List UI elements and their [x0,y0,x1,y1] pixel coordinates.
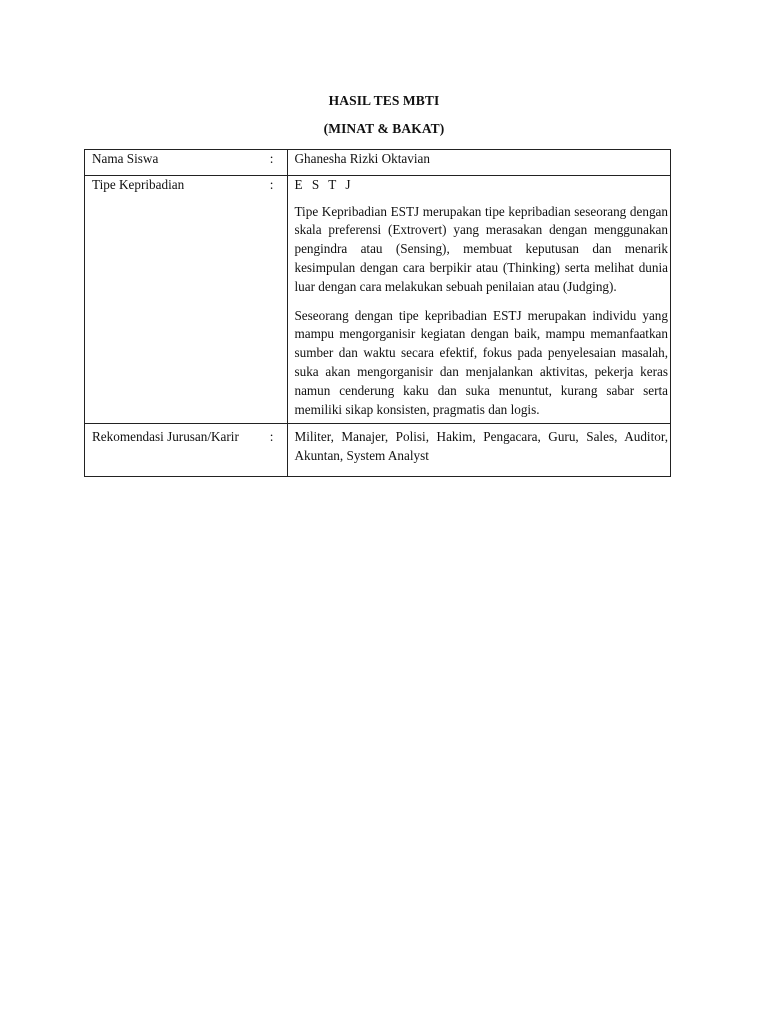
value-cell [288,150,671,176]
value-cell [288,175,671,424]
personality-traits-paragraph: Seseorang dengan tipe kepribadian ESTJ merupakan individu yang mampu mengorganisir kegiatan dengan baik, mampu memanfaatkan sumber dan waktu secara efektif, fokus pada penyelesaian masalah, suka akan mengorganisir dan menjalankan aktivitas, pekerja keras namun cenderung kaku dan suka menuntut, kurang sabar serta memiliki sikap konsisten, pragmatis dan logis. [294,307,668,417]
value-cell [288,424,671,477]
label-cell [85,175,288,424]
mbti-result-table [84,149,671,477]
rekomendasi-value: Militer, Manajer, Polisi, Hakim, Pengacara, Guru, Sales, Auditor, Akuntan, System Analyst [294,429,668,464]
label-cell [85,150,288,176]
document-title: HASIL TES MBTI [328,93,440,108]
nama-siswa-label: Nama Siswa [92,151,159,166]
document-subtitle: (MINAT & BAKAT) [323,121,445,136]
personality-description-paragraph: Tipe Kepribadian ESTJ merupakan tipe kepribadian seseorang dengan skala preferensi (Extrovert) yang merasakan dengan menggunakan pengindra atau (Sensing), membuat keputusan dan menarik kesimpulan dengan cara berpikir atau (Thinking) serta melihat dunia luar dengan cara melakukan sebuah penilaian atau (Judging). [294,203,668,294]
label-cell [85,424,288,477]
nama-siswa-value: Ghanesha Rizki Oktavian [294,151,430,166]
table-row-tipe-kepribadian [85,175,671,424]
table-row-nama-siswa [85,150,671,176]
tipe-kepribadian-label: Tipe Kepribadian [92,176,185,192]
rekomendasi-label: Rekomendasi Jurusan/Karir [92,429,239,445]
personality-type-code: E S T J [294,176,354,192]
separator-colon: : [269,429,274,445]
separator-colon: : [269,176,274,192]
table-row-rekomendasi [85,424,671,477]
separator-colon: : [269,151,274,166]
